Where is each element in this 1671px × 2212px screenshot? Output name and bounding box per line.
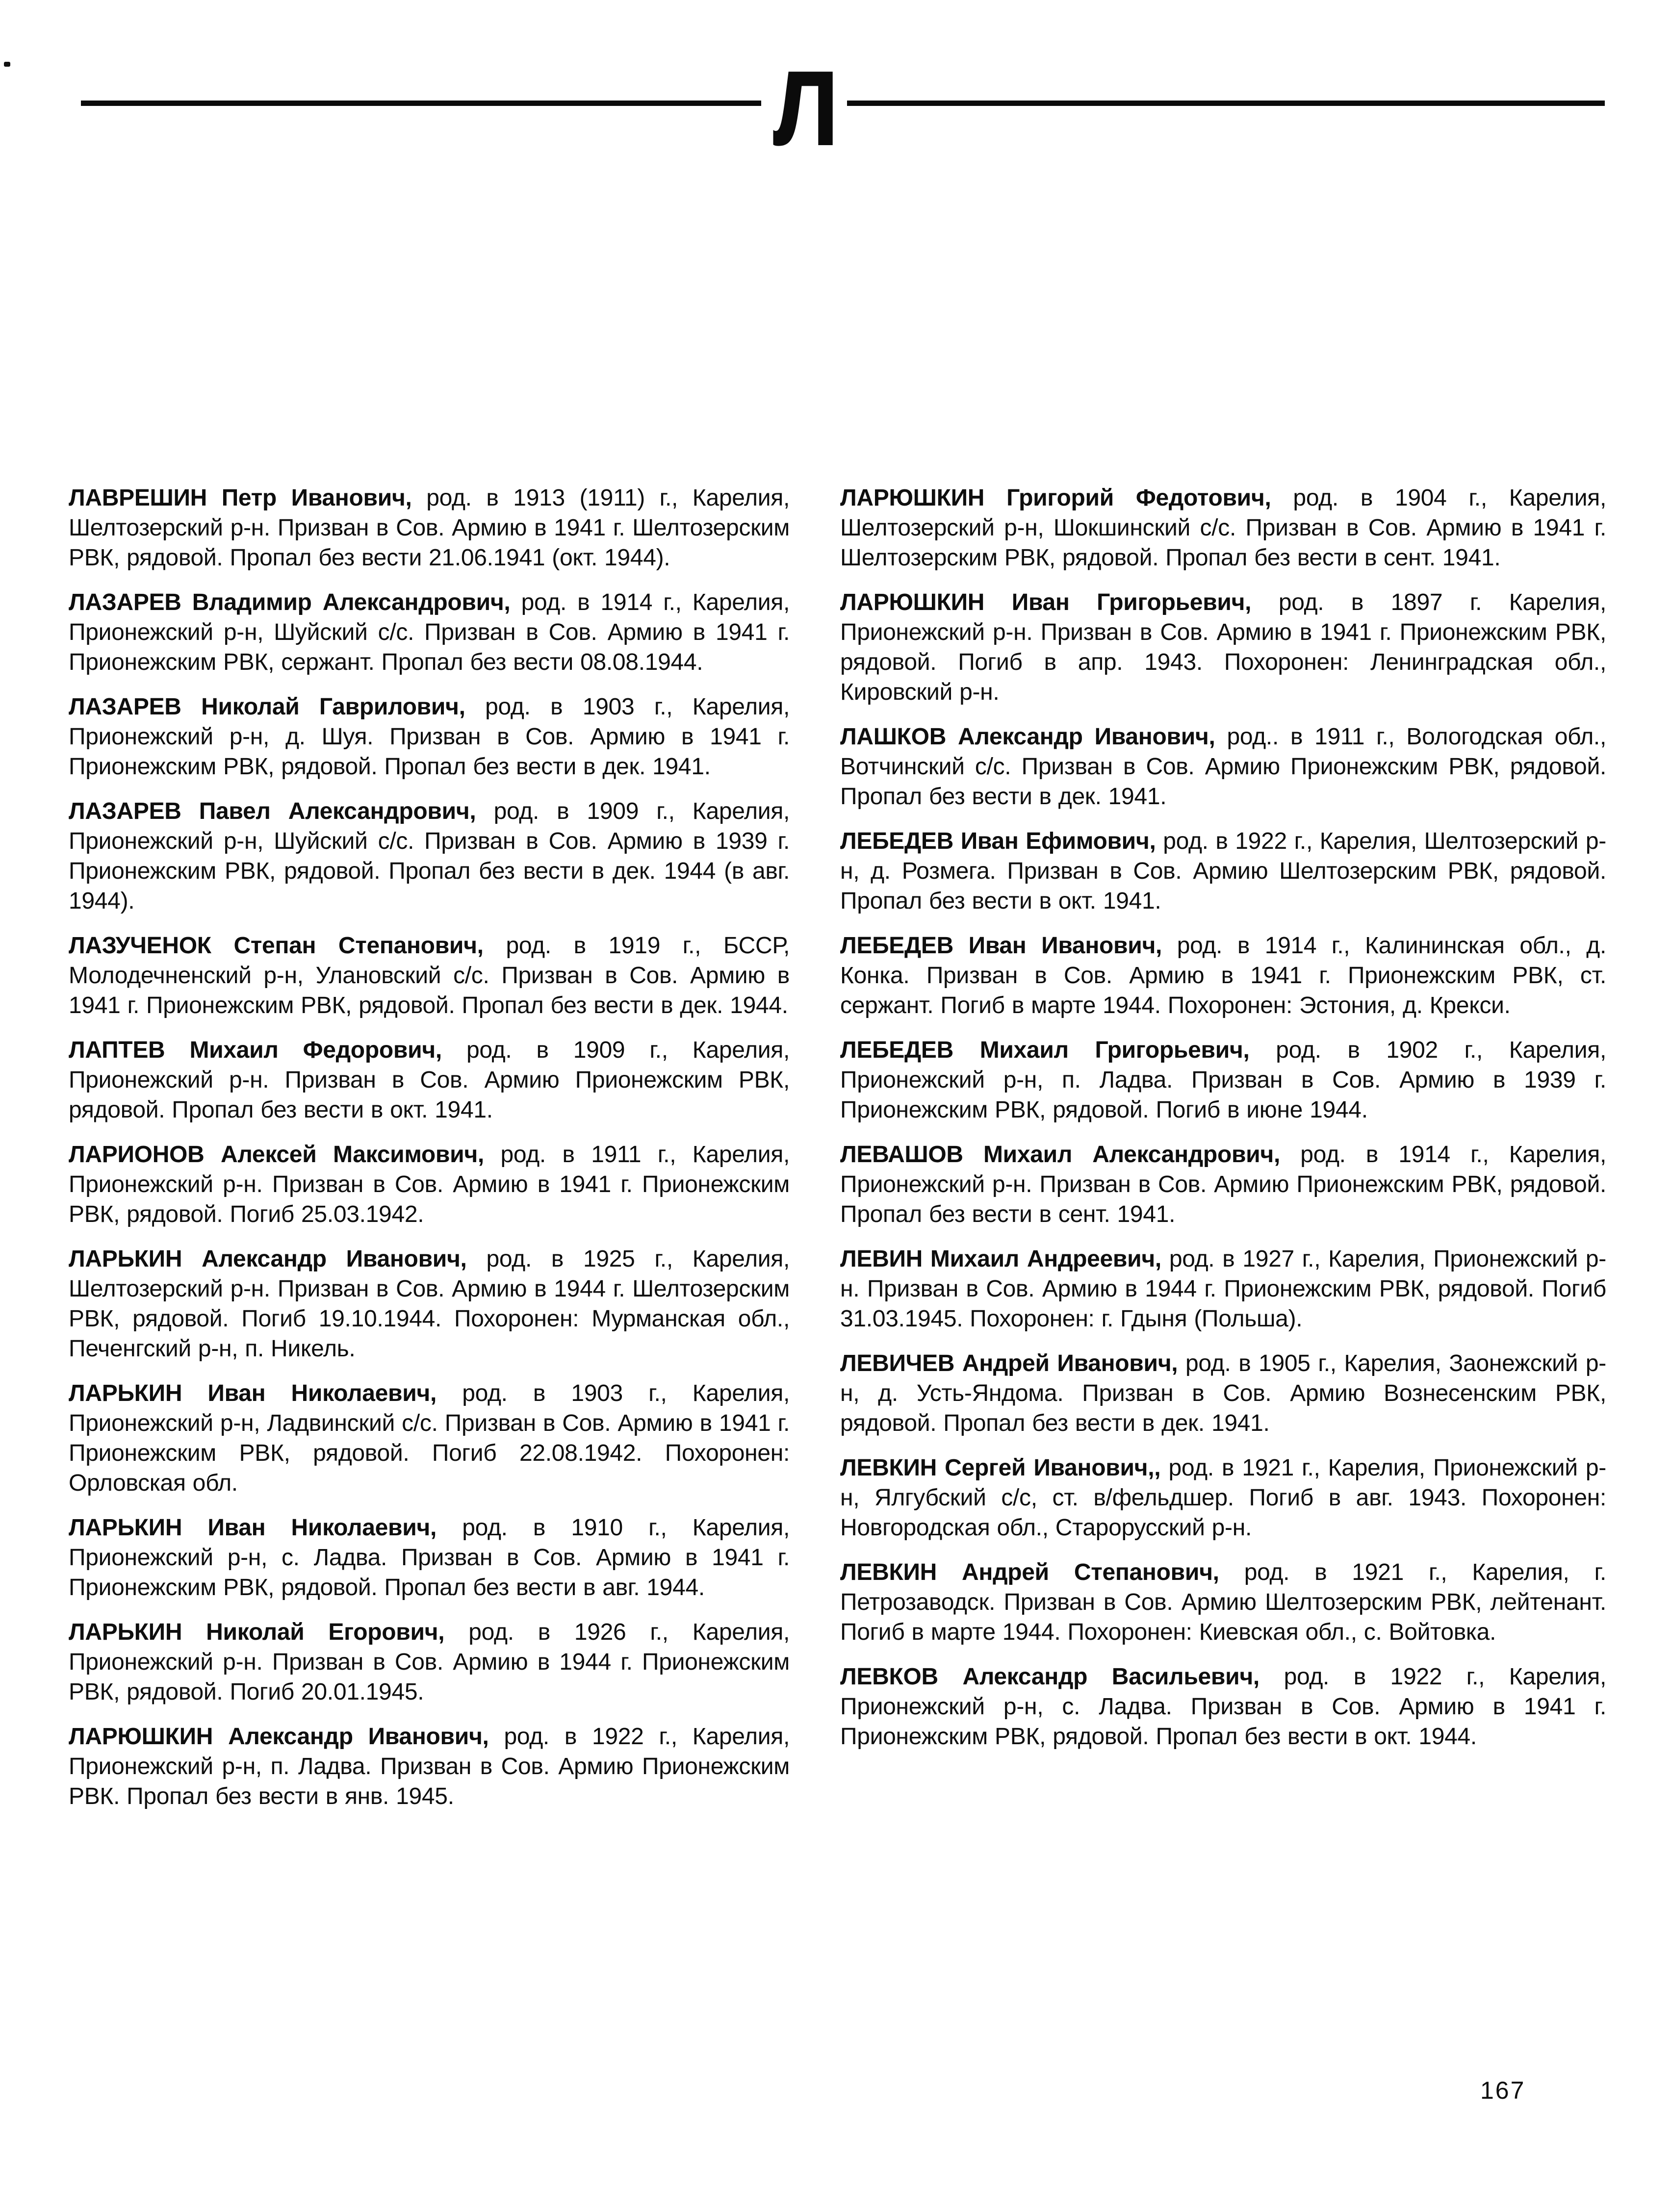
- entry-details: род. в 1922 г., Карелия, Прионежский р-н, с. Ладва. Призван в Сов. Армию в 1941 г. Прионежским РВК, рядовой. Пропал без вести в окт. 1944.: [840, 1664, 1607, 1750]
- header-rule-left: [81, 101, 761, 106]
- memorial-entry: [69, 1244, 790, 1364]
- memorial-entry: [69, 931, 790, 1020]
- entry-details: род. в 1921 г., Карелия, г. Петрозаводск. Призван в Сов. Армию Шелтозерским РВК, лейтенант. Погиб в марте 1944. Похоронен: Киевская обл., с. Войтовка.: [840, 1559, 1606, 1645]
- entry-person-name: ЛЕБЕДЕВ Михаил Григорьевич,: [840, 1037, 1250, 1063]
- entry-details: род. в 1903 г., Карелия, Прионежский р-н, Ладвинский с/с. Призван в Сов. Армию в 1941 г. Прионежским РВК, рядовой. Погиб 22.08.1942. Похоронен: Орловская обл.: [69, 1380, 790, 1496]
- entry-details: род. в 1925 г., Карелия, Шелтозерский р-н. Призван в Сов. Армию в 1944 г. Шелтозерским РВК, рядовой. Погиб 19.10.1944. Похоронен: Мурманская обл., Печенгский р-н, п. Никель.: [69, 1246, 790, 1362]
- memorial-entry: [69, 1378, 790, 1498]
- entry-details: род. в 1909 г., Карелия, Прионежский р-н. Призван в Сов. Армию Прионежским РВК, рядовой. Пропал без вести в окт. 1941.: [69, 1037, 790, 1123]
- entry-person-name: ЛЕВКИН Сергей Иванович,,: [840, 1455, 1161, 1481]
- memorial-entry: [69, 587, 790, 677]
- entry-details: род. в 1922 г., Карелия, Прионежский р-н, п. Ладва. Призван в Сов. Армию Прионежским РВК. Пропал без вести в янв. 1945.: [69, 1724, 790, 1809]
- entry-person-name: ЛАЗАРЕВ Николай Гаврилович,: [69, 694, 465, 720]
- entry-person-name: ЛАРЮШКИН Иван Григорьевич,: [840, 589, 1252, 615]
- entry-person-name: ЛАШКОВ Александр Иванович,: [840, 724, 1215, 750]
- entry-details: род. в 1911 г., Карелия, Прионежский р-н. Призван в Сов. Армию в 1941 г. Прионежским РВК, рядовой. Погиб 25.03.1942.: [69, 1142, 790, 1227]
- entry-person-name: ЛАРЬКИН Иван Николаевич,: [69, 1515, 437, 1541]
- memorial-entry: [69, 1140, 790, 1229]
- entry-details: род. в 1914 г., Карелия, Прионежский р-н, Шуйский с/с. Призван в Сов. Армию в 1941 г. Прионежским РВК, сержант. Пропал без вести 08.08.1944.: [69, 589, 790, 675]
- entry-person-name: ЛАРЬКИН Иван Николаевич,: [69, 1380, 437, 1406]
- entry-person-name: ЛАПТЕВ Михаил Федорович,: [69, 1037, 442, 1063]
- memorial-entry: [840, 931, 1606, 1020]
- memorial-entry: [69, 1513, 790, 1602]
- entry-person-name: ЛАЗАРЕВ Павел Александрович,: [69, 798, 476, 824]
- entry-details: род. в 1903 г., Карелия, Прионежский р-н, д. Шуя. Призван в Сов. Армию в 1941 г. Прионежским РВК, рядовой. Пропал без вести в дек. 1941.: [69, 694, 790, 780]
- ink-spot-mark: [4, 62, 10, 67]
- entry-details: род. в 1919 г., БССР, Молодечненский р-н, Улановский с/с. Призван в Сов. Армию в 1941 г. Прионежским РВК, рядовой. Пропал без вести в дек. 1944.: [69, 933, 790, 1018]
- section-letter: Л: [773, 50, 838, 166]
- memorial-entry: [840, 1662, 1606, 1752]
- entry-details: род. в 1914 г., Калининская обл., д. Конка. Призван в Сов. Армию в 1941 г. Прионежским РВК, ст. сержант. Погиб в марте 1944. Похоронен: Эстония, д. Крекси.: [840, 933, 1606, 1018]
- entry-details: род. в 1921 г., Карелия, Прионежский р-н, Ялгубский с/с, ст. в/фельдшер. Погиб в авг. 1943. Похоронен: Новгородская обл., Старорусский р-н.: [840, 1455, 1606, 1541]
- memorial-entry: [69, 1035, 790, 1125]
- memorial-entry: [69, 483, 790, 573]
- right-column: [840, 483, 1606, 1766]
- entry-details: род. в 1913 (1911) г., Карелия, Шелтозерский р-н. Призван в Сов. Армию в 1941 г. Шелтозерским РВК, рядовой. Пропал без вести 21.06.1941 (окт. 1944).: [69, 485, 790, 571]
- entry-details: род.. в 1911 г., Вологодская обл., Вотчинский с/с. Призван в Сов. Армию Прионежским РВК, рядовой. Пропал без вести в дек. 1941.: [840, 724, 1606, 810]
- page-number: 167: [1480, 2077, 1526, 2104]
- entry-person-name: ЛЕВКИН Андрей Степанович,: [840, 1559, 1219, 1585]
- memorial-entry: [840, 1140, 1606, 1229]
- memorial-entry: [69, 1722, 790, 1811]
- entry-details: род. в 1905 г., Карелия, Заонежский р-н, д. Усть-Яндома. Призван в Сов. Армию Вознесенским РВК, рядовой. Пропал без вести в дек. 1941.: [840, 1350, 1606, 1436]
- entry-details: род. в 1927 г., Карелия, Прионежский р-н. Призван в Сов. Армию в 1944 г. Прионежским РВК, рядовой. Погиб 31.03.1945. Похоронен: г. Гдыня (Польша).: [840, 1246, 1606, 1332]
- entry-details: род. в 1922 г., Карелия, Шелтозерский р-н, д. Розмега. Призван в Сов. Армию Шелтозерским РВК, рядовой. Пропал без вести в окт. 1941.: [840, 828, 1606, 914]
- entry-person-name: ЛЕВАШОВ Михаил Александрович,: [840, 1142, 1280, 1168]
- entry-person-name: ЛЕВКОВ Александр Васильевич,: [840, 1664, 1260, 1690]
- memorial-entry: [840, 1035, 1606, 1125]
- memorial-entry: [840, 587, 1606, 707]
- memorial-entry: [840, 1557, 1606, 1647]
- entry-details: род. в 1909 г., Карелия, Прионежский р-н, Шуйский с/с. Призван в Сов. Армию в 1939 г. Прионежским РВК, рядовой. Пропал без вести в дек. 1944 (в авг. 1944).: [69, 798, 790, 914]
- entry-details: род. в 1910 г., Карелия, Прионежский р-н, с. Ладва. Призван в Сов. Армию в 1941 г. Прионежским РВК, рядовой. Пропал без вести в авг. 1944.: [69, 1515, 790, 1601]
- memorial-entry: [840, 826, 1606, 916]
- entry-person-name: ЛЕВИН Михаил Андреевич,: [840, 1246, 1161, 1272]
- entry-details: род. в 1897 г. Карелия, Прионежский р-н. Призван в Сов. Армию в 1941 г. Прионежским РВК, рядовой. Погиб в апр. 1943. Похоронен: Ленинградская обл., Кировский р-н.: [840, 589, 1606, 705]
- entry-details: род. в 1904 г., Карелия, Шелтозерский р-н, Шокшинский с/с. Призван в Сов. Армию в 1941 г. Шелтозерским РВК, рядовой. Пропал без вести в сент. 1941.: [840, 485, 1606, 571]
- entry-person-name: ЛЕВИЧЕВ Андрей Иванович,: [840, 1350, 1178, 1376]
- entry-person-name: ЛАВРЕШИН Петр Иванович,: [69, 485, 412, 511]
- entry-person-name: ЛАРЬКИН Александр Иванович,: [69, 1246, 467, 1272]
- memorial-entry: [840, 483, 1606, 573]
- entry-person-name: ЛАЗАРЕВ Владимир Александрович,: [69, 589, 511, 615]
- left-column: [69, 483, 790, 1826]
- memorial-entry: [840, 1244, 1606, 1334]
- memorial-entry: [840, 1348, 1606, 1438]
- entry-person-name: ЛАРЬКИН Николай Егорович,: [69, 1619, 445, 1645]
- entry-person-name: ЛАРИОНОВ Алексей Максимович,: [69, 1142, 484, 1168]
- memorial-entry: [69, 796, 790, 916]
- entry-person-name: ЛЕБЕДЕВ Иван Ефимович,: [840, 828, 1156, 854]
- memorial-entry: [840, 1453, 1606, 1543]
- entry-person-name: ЛАРЮШКИН Григорий Федотович,: [840, 485, 1271, 511]
- header-rule-right: [847, 101, 1605, 106]
- entry-details: род. в 1914 г., Карелия, Прионежский р-н. Призван в Сов. Армию Прионежским РВК, рядовой. Пропал без вести в сент. 1941.: [840, 1142, 1606, 1227]
- entry-details: род. в 1902 г., Карелия, Прионежский р-н, п. Ладва. Призван в Сов. Армию в 1939 г. Прионежским РВК, рядовой. Погиб в июне 1944.: [840, 1037, 1606, 1123]
- entry-person-name: ЛАРЮШКИН Александр Иванович,: [69, 1724, 489, 1750]
- memorial-entry: [69, 692, 790, 782]
- memorial-entry: [69, 1617, 790, 1707]
- entry-details: род. в 1926 г., Карелия, Прионежский р-н. Призван в Сов. Армию в 1944 г. Прионежским РВК, рядовой. Погиб 20.01.1945.: [69, 1619, 790, 1705]
- entry-person-name: ЛЕБЕДЕВ Иван Иванович,: [840, 933, 1162, 959]
- entry-person-name: ЛАЗУЧЕНОК Степан Степанович,: [69, 933, 484, 959]
- memorial-entry: [840, 722, 1606, 812]
